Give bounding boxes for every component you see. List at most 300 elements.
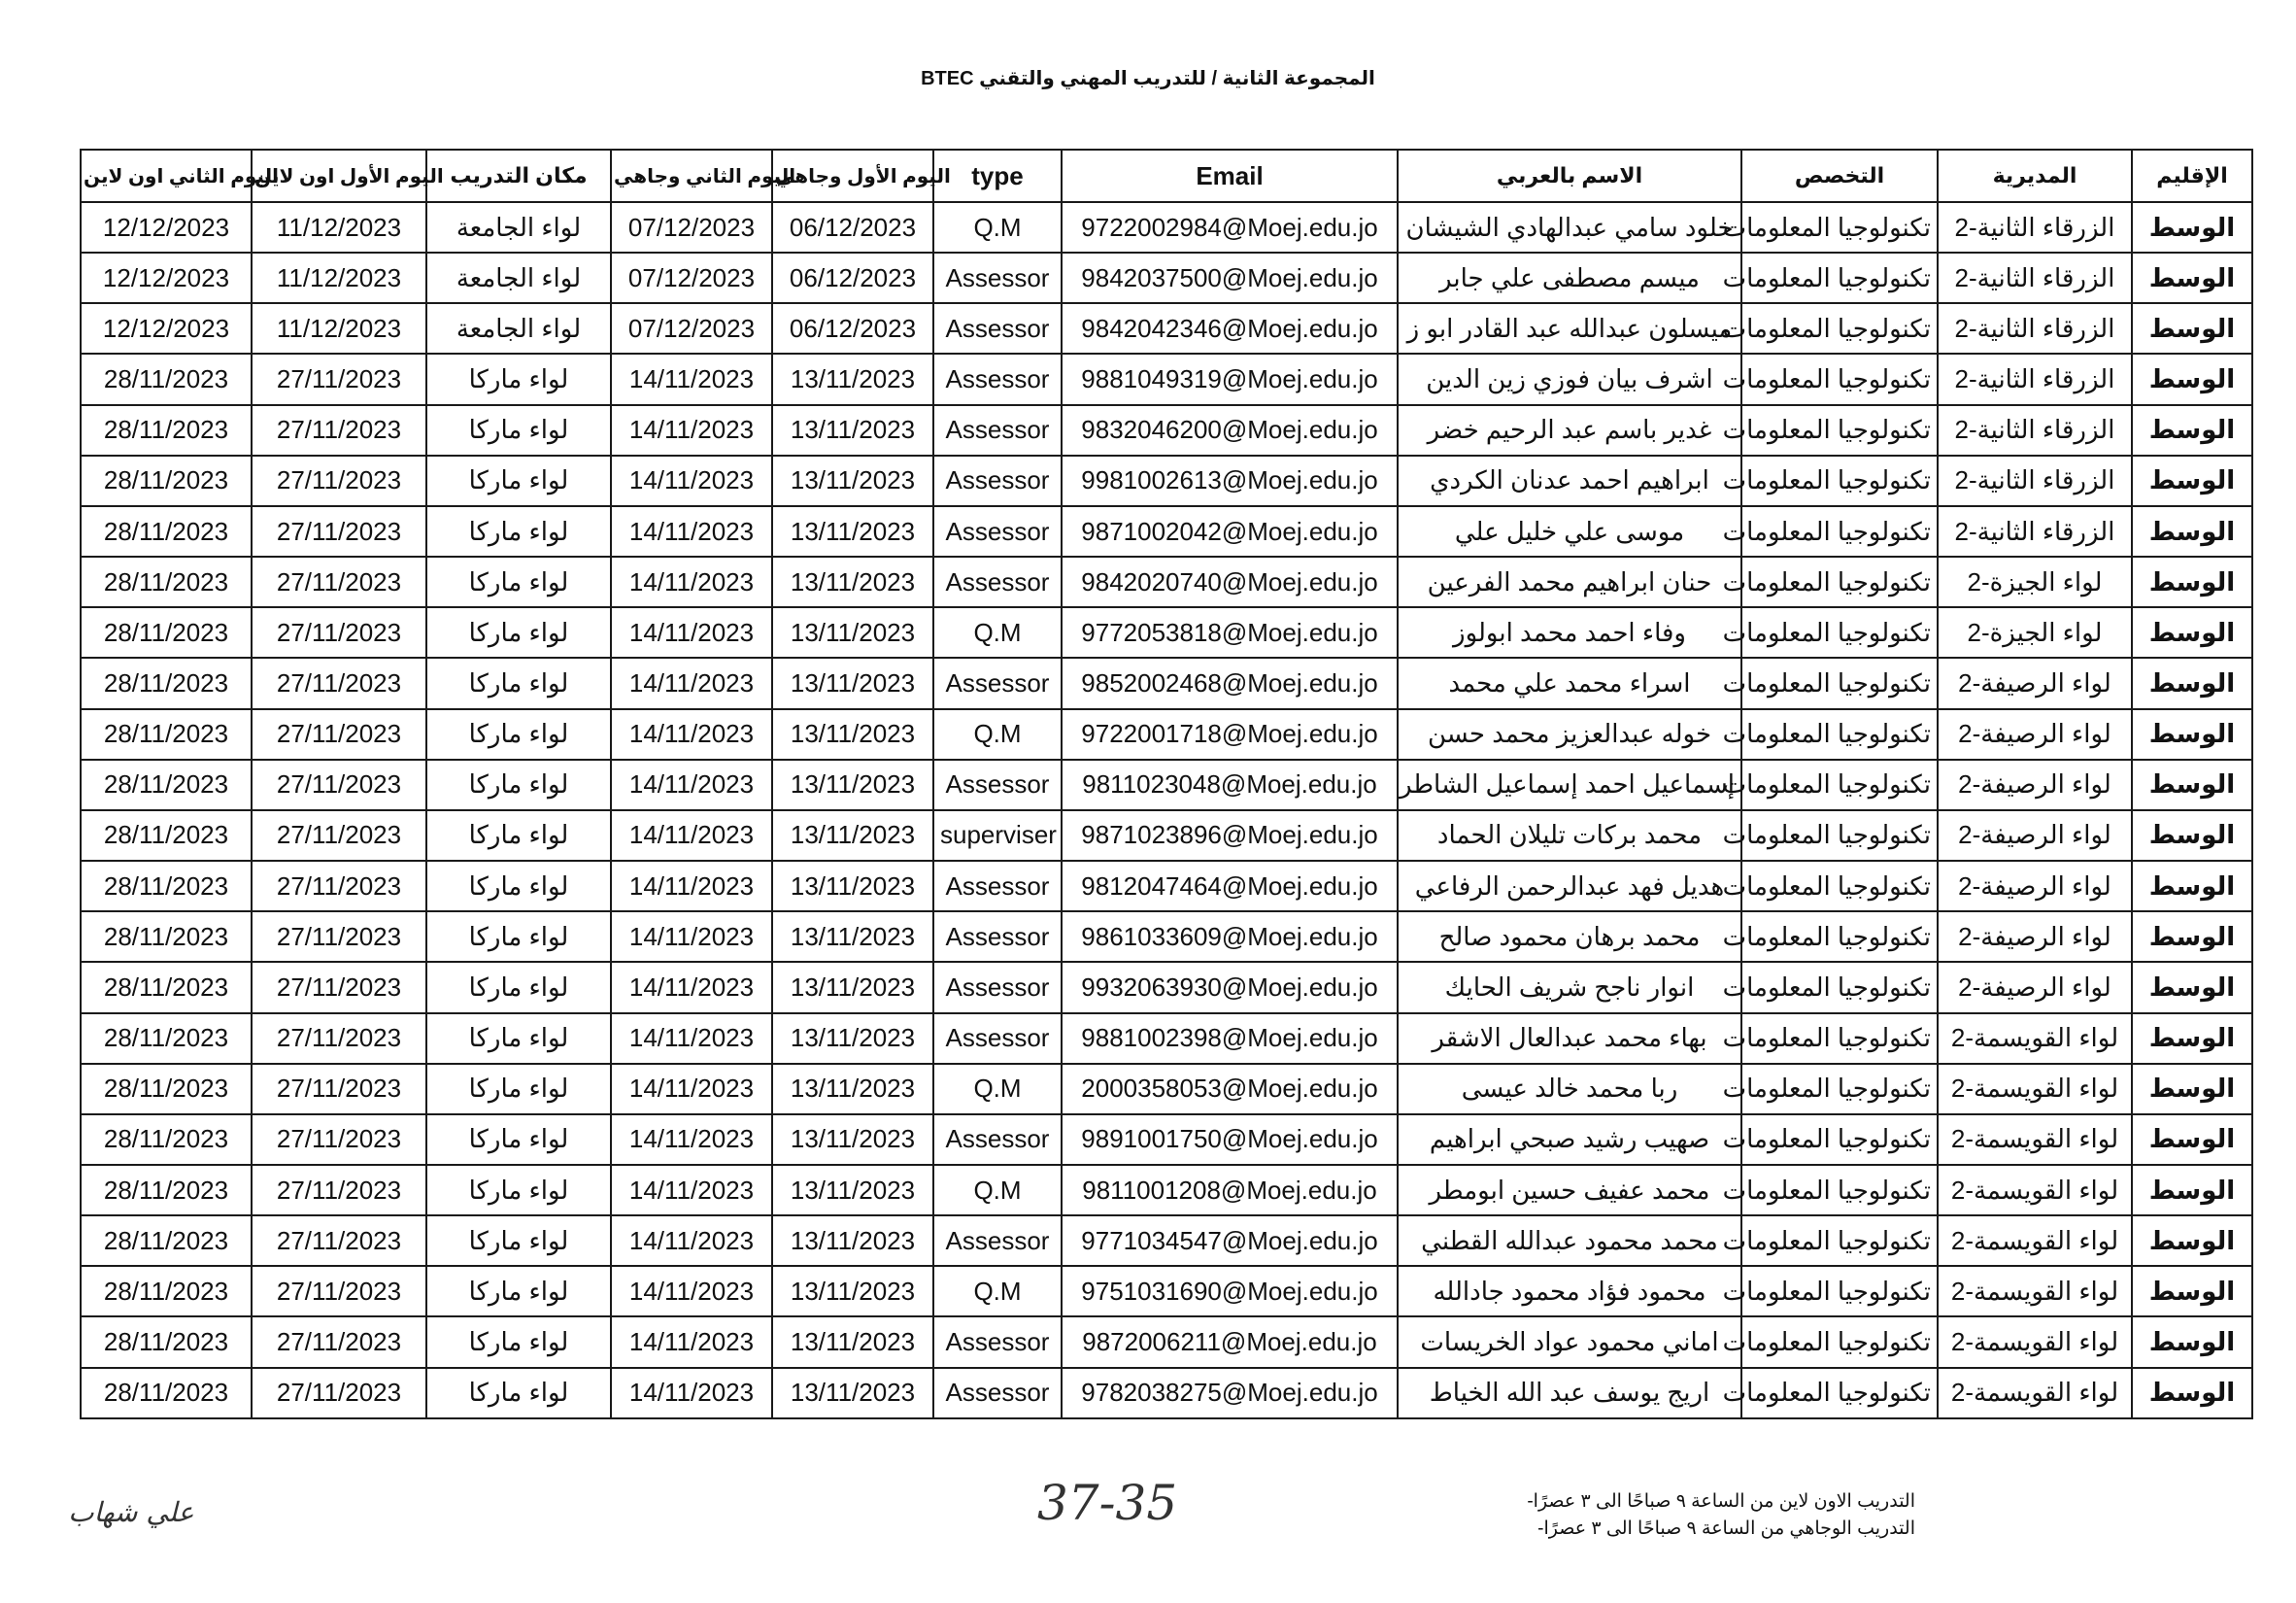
cell-directorate: لواء القويسمة-2 [1938, 1266, 2132, 1316]
cell-day2-inperson: 14/11/2023 [611, 354, 772, 404]
cell-specialization: تكنولوجيا المعلومات [1741, 607, 1938, 658]
cell-day2-inperson: 07/12/2023 [611, 202, 772, 253]
cell-day2-inperson: 14/11/2023 [611, 1114, 772, 1165]
cell-name: محمد محمود عبدالله القطني [1398, 1215, 1741, 1266]
cell-day1-online: 27/11/2023 [252, 962, 426, 1012]
table-row [81, 1165, 2252, 1215]
cell-email: 9751031690@Moej.edu.jo [1062, 1266, 1398, 1316]
cell-day1-online: 27/11/2023 [252, 607, 426, 658]
cell-location: لواء ماركا [426, 506, 611, 557]
cell-directorate: لواء القويسمة-2 [1938, 1013, 2132, 1064]
cell-directorate: لواء الرصيفة-2 [1938, 658, 2132, 708]
cell-day1-inperson: 13/11/2023 [772, 405, 933, 456]
cell-day1-inperson: 13/11/2023 [772, 1316, 933, 1367]
col-header-type: type [933, 150, 1062, 202]
cell-directorate: لواء القويسمة-2 [1938, 1368, 2132, 1418]
cell-location: لواء ماركا [426, 557, 611, 607]
cell-email: 9782038275@Moej.edu.jo [1062, 1368, 1398, 1418]
cell-directorate: لواء الرصيفة-2 [1938, 709, 2132, 760]
table-row [81, 202, 2252, 253]
cell-specialization: تكنولوجيا المعلومات [1741, 1316, 1938, 1367]
cell-specialization: تكنولوجيا المعلومات [1741, 456, 1938, 506]
cell-type: Q.M [933, 607, 1062, 658]
cell-location: لواء ماركا [426, 1215, 611, 1266]
cell-day1-online: 27/11/2023 [252, 810, 426, 861]
cell-day2-inperson: 14/11/2023 [611, 506, 772, 557]
cell-email: 9842037500@Moej.edu.jo [1062, 253, 1398, 303]
cell-region: الوسط [2132, 1316, 2252, 1367]
cell-day1-online: 27/11/2023 [252, 1266, 426, 1316]
cell-region: الوسط [2132, 1368, 2252, 1418]
page-title: المجموعة الثانية / للتدريب المهني والتقني BTEC [921, 68, 1375, 89]
cell-email: 2000358053@Moej.edu.jo [1062, 1064, 1398, 1114]
cell-type: Q.M [933, 1266, 1062, 1316]
cell-type: Q.M [933, 709, 1062, 760]
table-row [81, 760, 2252, 810]
col-header-directorate: المديرية [1938, 150, 2132, 202]
cell-day1-online: 27/11/2023 [252, 1368, 426, 1418]
cell-region: الوسط [2132, 962, 2252, 1012]
cell-day1-inperson: 13/11/2023 [772, 861, 933, 911]
cell-directorate: لواء الرصيفة-2 [1938, 760, 2132, 810]
cell-day1-inperson: 13/11/2023 [772, 911, 933, 962]
cell-specialization: تكنولوجيا المعلومات [1741, 354, 1938, 404]
cell-day2-inperson: 07/12/2023 [611, 303, 772, 354]
cell-region: الوسط [2132, 1215, 2252, 1266]
cell-name: محمد بركات تليلان الحماد [1398, 810, 1741, 861]
cell-region: الوسط [2132, 1266, 2252, 1316]
cell-day2-online: 28/11/2023 [81, 1316, 252, 1367]
cell-directorate: لواء القويسمة-2 [1938, 1316, 2132, 1367]
cell-day2-inperson: 14/11/2023 [611, 1013, 772, 1064]
cell-email: 9811001208@Moej.edu.jo [1062, 1165, 1398, 1215]
cell-day1-inperson: 13/11/2023 [772, 658, 933, 708]
cell-day1-inperson: 13/11/2023 [772, 1266, 933, 1316]
cell-specialization: تكنولوجيا المعلومات [1741, 709, 1938, 760]
cell-type: superviser [933, 810, 1062, 861]
cell-day1-online: 27/11/2023 [252, 405, 426, 456]
cell-name: خوله عبدالعزيز محمد حسن [1398, 709, 1741, 760]
cell-specialization: تكنولوجيا المعلومات [1741, 303, 1938, 354]
cell-region: الوسط [2132, 506, 2252, 557]
cell-specialization: تكنولوجيا المعلومات [1741, 760, 1938, 810]
cell-day2-online: 28/11/2023 [81, 1368, 252, 1418]
col-header-day1-online: اليوم الأول اون لاين [252, 150, 426, 202]
cell-name: هديل فهد عبدالرحمن الرفاعي [1398, 861, 1741, 911]
cell-region: الوسط [2132, 354, 2252, 404]
cell-type: Assessor [933, 354, 1062, 404]
cell-type: Assessor [933, 911, 1062, 962]
cell-day2-inperson: 14/11/2023 [611, 1316, 772, 1367]
cell-name: بهاء محمد عبدالعال الاشقر [1398, 1013, 1741, 1064]
cell-day2-online: 28/11/2023 [81, 506, 252, 557]
cell-day1-online: 27/11/2023 [252, 1064, 426, 1114]
cell-email: 9881049319@Moej.edu.jo [1062, 354, 1398, 404]
cell-day2-online: 28/11/2023 [81, 810, 252, 861]
cell-specialization: تكنولوجيا المعلومات [1741, 911, 1938, 962]
cell-directorate: لواء القويسمة-2 [1938, 1064, 2132, 1114]
cell-email: 9842042346@Moej.edu.jo [1062, 303, 1398, 354]
cell-day2-online: 12/12/2023 [81, 202, 252, 253]
cell-day2-online: 28/11/2023 [81, 911, 252, 962]
table-row [81, 1215, 2252, 1266]
cell-directorate: لواء الرصيفة-2 [1938, 861, 2132, 911]
cell-email: 9981002613@Moej.edu.jo [1062, 456, 1398, 506]
cell-location: لواء ماركا [426, 607, 611, 658]
table-row [81, 658, 2252, 708]
cell-region: الوسط [2132, 1064, 2252, 1114]
cell-day2-inperson: 14/11/2023 [611, 760, 772, 810]
col-header-day2-inperson: اليوم الثاني وجاهي [611, 150, 772, 202]
cell-location: لواء ماركا [426, 962, 611, 1012]
cell-day1-inperson: 13/11/2023 [772, 962, 933, 1012]
cell-day1-inperson: 13/11/2023 [772, 810, 933, 861]
cell-day1-inperson: 06/12/2023 [772, 253, 933, 303]
cell-day1-inperson: 06/12/2023 [772, 303, 933, 354]
cell-specialization: تكنولوجيا المعلومات [1741, 557, 1938, 607]
cell-day2-online: 28/11/2023 [81, 1114, 252, 1165]
table-row [81, 962, 2252, 1012]
cell-day2-inperson: 14/11/2023 [611, 557, 772, 607]
cell-day2-online: 28/11/2023 [81, 557, 252, 607]
cell-day2-online: 28/11/2023 [81, 607, 252, 658]
table-row [81, 506, 2252, 557]
table-row [81, 456, 2252, 506]
cell-specialization: تكنولوجيا المعلومات [1741, 658, 1938, 708]
cell-day2-inperson: 14/11/2023 [611, 1368, 772, 1418]
cell-location: لواء ماركا [426, 760, 611, 810]
cell-email: 9871002042@Moej.edu.jo [1062, 506, 1398, 557]
cell-day2-online: 28/11/2023 [81, 760, 252, 810]
cell-directorate: الزرقاء الثانية-2 [1938, 202, 2132, 253]
cell-specialization: تكنولوجيا المعلومات [1741, 1114, 1938, 1165]
cell-specialization: تكنولوجيا المعلومات [1741, 962, 1938, 1012]
cell-day1-inperson: 13/11/2023 [772, 456, 933, 506]
cell-directorate: لواء القويسمة-2 [1938, 1165, 2132, 1215]
cell-region: الوسط [2132, 557, 2252, 607]
cell-day2-inperson: 14/11/2023 [611, 1165, 772, 1215]
online-training-note: التدريب الاون لاين من الساعة ٩ صباحًا الى ٣ عصرًا- [1527, 1491, 1915, 1512]
cell-day2-online: 28/11/2023 [81, 1013, 252, 1064]
cell-day2-online: 28/11/2023 [81, 456, 252, 506]
cell-name: إسماعيل احمد إسماعيل الشاطر [1398, 760, 1741, 810]
cell-email: 9772053818@Moej.edu.jo [1062, 607, 1398, 658]
cell-specialization: تكنولوجيا المعلومات [1741, 405, 1938, 456]
cell-day1-online: 27/11/2023 [252, 506, 426, 557]
cell-day1-inperson: 13/11/2023 [772, 1165, 933, 1215]
cell-directorate: الزرقاء الثانية-2 [1938, 354, 2132, 404]
cell-name: اريج يوسف عبد الله الخياط [1398, 1368, 1741, 1418]
cell-email: 9811023048@Moej.edu.jo [1062, 760, 1398, 810]
cell-directorate: الزرقاء الثانية-2 [1938, 303, 2132, 354]
cell-day2-inperson: 14/11/2023 [611, 405, 772, 456]
cell-day2-online: 28/11/2023 [81, 658, 252, 708]
cell-type: Assessor [933, 253, 1062, 303]
cell-name: محمد عفيف حسين ابومطر [1398, 1165, 1741, 1215]
cell-directorate: لواء الرصيفة-2 [1938, 810, 2132, 861]
cell-day1-inperson: 13/11/2023 [772, 557, 933, 607]
cell-day2-online: 12/12/2023 [81, 303, 252, 354]
cell-day2-inperson: 14/11/2023 [611, 861, 772, 911]
cell-email: 9812047464@Moej.edu.jo [1062, 861, 1398, 911]
cell-location: لواء ماركا [426, 1266, 611, 1316]
cell-day1-online: 11/12/2023 [252, 202, 426, 253]
cell-directorate: الزرقاء الثانية-2 [1938, 253, 2132, 303]
cell-location: لواء ماركا [426, 354, 611, 404]
cell-type: Assessor [933, 962, 1062, 1012]
cell-name: اماني محمود عواد الخريسات [1398, 1316, 1741, 1367]
cell-specialization: تكنولوجيا المعلومات [1741, 506, 1938, 557]
table-row [81, 810, 2252, 861]
cell-name: انوار ناجح شريف الحايك [1398, 962, 1741, 1012]
cell-day1-online: 27/11/2023 [252, 1013, 426, 1064]
cell-day2-online: 28/11/2023 [81, 405, 252, 456]
cell-day1-online: 27/11/2023 [252, 456, 426, 506]
cell-region: الوسط [2132, 607, 2252, 658]
cell-directorate: الزرقاء الثانية-2 [1938, 506, 2132, 557]
cell-specialization: تكنولوجيا المعلومات [1741, 1064, 1938, 1114]
cell-name: خلود سامي عبدالهادي الشيشان [1398, 202, 1741, 253]
cell-location: لواء ماركا [426, 1368, 611, 1418]
cell-location: لواء ماركا [426, 810, 611, 861]
cell-name: اسراء محمد علي محمد [1398, 658, 1741, 708]
cell-day2-online: 28/11/2023 [81, 1215, 252, 1266]
table-row [81, 557, 2252, 607]
cell-specialization: تكنولوجيا المعلومات [1741, 810, 1938, 861]
cell-name: اشرف بيان فوزي زين الدين [1398, 354, 1741, 404]
cell-email: 9871023896@Moej.edu.jo [1062, 810, 1398, 861]
cell-region: الوسط [2132, 658, 2252, 708]
cell-region: الوسط [2132, 1114, 2252, 1165]
cell-location: لواء ماركا [426, 709, 611, 760]
col-header-specialization: التخصص [1741, 150, 1938, 202]
cell-region: الوسط [2132, 405, 2252, 456]
cell-day2-online: 28/11/2023 [81, 1064, 252, 1114]
cell-specialization: تكنولوجيا المعلومات [1741, 253, 1938, 303]
cell-email: 9852002468@Moej.edu.jo [1062, 658, 1398, 708]
cell-location: لواء الجامعة [426, 202, 611, 253]
cell-directorate: لواء القويسمة-2 [1938, 1114, 2132, 1165]
cell-day2-inperson: 14/11/2023 [611, 1064, 772, 1114]
handwritten-signature: علي شهاب [68, 1496, 194, 1528]
table-row [81, 1266, 2252, 1316]
cell-location: لواء ماركا [426, 1013, 611, 1064]
cell-specialization: تكنولوجيا المعلومات [1741, 1368, 1938, 1418]
table-row [81, 405, 2252, 456]
cell-location: لواء ماركا [426, 1064, 611, 1114]
table-row [81, 253, 2252, 303]
cell-directorate: الزرقاء الثانية-2 [1938, 456, 2132, 506]
cell-location: لواء ماركا [426, 456, 611, 506]
cell-type: Assessor [933, 456, 1062, 506]
cell-type: Assessor [933, 861, 1062, 911]
cell-name: ميسم مصطفى علي جابر [1398, 253, 1741, 303]
cell-directorate: لواء الجيزة-2 [1938, 607, 2132, 658]
cell-day1-online: 11/12/2023 [252, 303, 426, 354]
cell-day1-inperson: 13/11/2023 [772, 1215, 933, 1266]
cell-region: الوسط [2132, 253, 2252, 303]
table-row [81, 1013, 2252, 1064]
cell-day2-inperson: 14/11/2023 [611, 1266, 772, 1316]
cell-type: Assessor [933, 1215, 1062, 1266]
cell-day1-inperson: 06/12/2023 [772, 202, 933, 253]
cell-email: 9881002398@Moej.edu.jo [1062, 1013, 1398, 1064]
table-row [81, 1114, 2252, 1165]
cell-specialization: تكنولوجيا المعلومات [1741, 1165, 1938, 1215]
col-header-day2-online: اليوم الثاني اون لاين [81, 150, 252, 202]
cell-email: 9842020740@Moej.edu.jo [1062, 557, 1398, 607]
cell-day1-online: 27/11/2023 [252, 658, 426, 708]
cell-name: موسى علي خليل علي [1398, 506, 1741, 557]
cell-day1-inperson: 13/11/2023 [772, 1368, 933, 1418]
cell-day2-online: 28/11/2023 [81, 861, 252, 911]
cell-location: لواء ماركا [426, 658, 611, 708]
cell-name: محمد برهان محمود صالح [1398, 911, 1741, 962]
cell-name: حنان ابراهيم محمد الفرعين [1398, 557, 1741, 607]
table-row [81, 1064, 2252, 1114]
cell-type: Assessor [933, 1114, 1062, 1165]
cell-directorate: لواء الجيزة-2 [1938, 557, 2132, 607]
cell-type: Assessor [933, 658, 1062, 708]
cell-day1-online: 27/11/2023 [252, 760, 426, 810]
cell-location: لواء ماركا [426, 1165, 611, 1215]
cell-day1-online: 27/11/2023 [252, 354, 426, 404]
cell-type: Assessor [933, 405, 1062, 456]
cell-location: لواء ماركا [426, 861, 611, 911]
table-row [81, 303, 2252, 354]
cell-region: الوسط [2132, 911, 2252, 962]
col-header-region: الإقليم [2132, 150, 2252, 202]
cell-type: Assessor [933, 506, 1062, 557]
page-range-handwritten: 37-35 [1037, 1475, 1178, 1531]
cell-location: لواء الجامعة [426, 303, 611, 354]
table-row [81, 861, 2252, 911]
cell-day2-inperson: 14/11/2023 [611, 1215, 772, 1266]
cell-specialization: تكنولوجيا المعلومات [1741, 861, 1938, 911]
cell-day2-inperson: 14/11/2023 [611, 456, 772, 506]
inperson-training-note: التدريب الوجاهي من الساعة ٩ صباحًا الى ٣ عصرًا- [1537, 1518, 1915, 1539]
cell-day2-inperson: 14/11/2023 [611, 658, 772, 708]
cell-region: الوسط [2132, 1013, 2252, 1064]
cell-type: Assessor [933, 1368, 1062, 1418]
cell-location: لواء ماركا [426, 1316, 611, 1367]
cell-day2-inperson: 14/11/2023 [611, 709, 772, 760]
cell-specialization: تكنولوجيا المعلومات [1741, 1013, 1938, 1064]
cell-name: ابراهيم احمد عدنان الكردي [1398, 456, 1741, 506]
cell-day1-inperson: 13/11/2023 [772, 1114, 933, 1165]
cell-type: Assessor [933, 557, 1062, 607]
cell-email: 9722001718@Moej.edu.jo [1062, 709, 1398, 760]
cell-email: 9771034547@Moej.edu.jo [1062, 1215, 1398, 1266]
cell-region: الوسط [2132, 456, 2252, 506]
cell-day1-online: 27/11/2023 [252, 709, 426, 760]
col-header-location: مكان التدريب [426, 150, 611, 202]
cell-day1-online: 27/11/2023 [252, 1316, 426, 1367]
cell-day2-online: 28/11/2023 [81, 1165, 252, 1215]
cell-day1-inperson: 13/11/2023 [772, 1064, 933, 1114]
cell-day2-online: 28/11/2023 [81, 354, 252, 404]
cell-type: Q.M [933, 1064, 1062, 1114]
cell-region: الوسط [2132, 810, 2252, 861]
cell-location: لواء ماركا [426, 911, 611, 962]
cell-day1-inperson: 13/11/2023 [772, 607, 933, 658]
cell-email: 9891001750@Moej.edu.jo [1062, 1114, 1398, 1165]
col-header-name: الاسم بالعربي [1398, 150, 1741, 202]
table-row [81, 354, 2252, 404]
trainees-table [80, 149, 2253, 1419]
cell-directorate: لواء الرصيفة-2 [1938, 962, 2132, 1012]
cell-specialization: تكنولوجيا المعلومات [1741, 202, 1938, 253]
cell-day2-inperson: 14/11/2023 [611, 911, 772, 962]
cell-day1-online: 27/11/2023 [252, 911, 426, 962]
cell-day2-inperson: 14/11/2023 [611, 962, 772, 1012]
cell-day1-inperson: 13/11/2023 [772, 709, 933, 760]
cell-day1-online: 27/11/2023 [252, 1215, 426, 1266]
cell-email: 9832046200@Moej.edu.jo [1062, 405, 1398, 456]
cell-type: Assessor [933, 760, 1062, 810]
table-row [81, 911, 2252, 962]
cell-region: الوسط [2132, 709, 2252, 760]
cell-email: 9932063930@Moej.edu.jo [1062, 962, 1398, 1012]
cell-day2-online: 12/12/2023 [81, 253, 252, 303]
col-header-email: Email [1062, 150, 1398, 202]
cell-name: ميسلون عبدالله عبد القادر ابو ز [1398, 303, 1741, 354]
cell-location: لواء ماركا [426, 405, 611, 456]
cell-day1-online: 27/11/2023 [252, 557, 426, 607]
cell-day1-online: 11/12/2023 [252, 253, 426, 303]
cell-specialization: تكنولوجيا المعلومات [1741, 1266, 1938, 1316]
table-header-row [81, 150, 2252, 202]
cell-name: وفاء احمد محمد ابولوز [1398, 607, 1741, 658]
cell-directorate: لواء القويسمة-2 [1938, 1215, 2132, 1266]
cell-name: صهيب رشيد صبحي ابراهيم [1398, 1114, 1741, 1165]
cell-directorate: الزرقاء الثانية-2 [1938, 405, 2132, 456]
cell-type: Assessor [933, 303, 1062, 354]
cell-location: لواء الجامعة [426, 253, 611, 303]
cell-day1-inperson: 13/11/2023 [772, 354, 933, 404]
cell-name: محمود فؤاد محمود جادالله [1398, 1266, 1741, 1316]
cell-day1-online: 27/11/2023 [252, 861, 426, 911]
table-row [81, 709, 2252, 760]
cell-directorate: لواء الرصيفة-2 [1938, 911, 2132, 962]
cell-type: Assessor [933, 1013, 1062, 1064]
cell-day2-inperson: 14/11/2023 [611, 810, 772, 861]
cell-day1-online: 27/11/2023 [252, 1165, 426, 1215]
cell-name: غدير باسم عبد الرحيم خضر [1398, 405, 1741, 456]
cell-day2-inperson: 07/12/2023 [611, 253, 772, 303]
cell-region: الوسط [2132, 303, 2252, 354]
cell-day1-online: 27/11/2023 [252, 1114, 426, 1165]
cell-region: الوسط [2132, 1165, 2252, 1215]
cell-type: Assessor [933, 1316, 1062, 1367]
cell-email: 9722002984@Moej.edu.jo [1062, 202, 1398, 253]
cell-region: الوسط [2132, 760, 2252, 810]
cell-type: Q.M [933, 1165, 1062, 1215]
cell-day2-online: 28/11/2023 [81, 962, 252, 1012]
table-row [81, 1316, 2252, 1367]
cell-day2-inperson: 14/11/2023 [611, 607, 772, 658]
cell-specialization: تكنولوجيا المعلومات [1741, 1215, 1938, 1266]
cell-type: Q.M [933, 202, 1062, 253]
cell-day2-online: 28/11/2023 [81, 1266, 252, 1316]
cell-day1-inperson: 13/11/2023 [772, 506, 933, 557]
table-row [81, 1368, 2252, 1418]
cell-region: الوسط [2132, 202, 2252, 253]
cell-day2-online: 28/11/2023 [81, 709, 252, 760]
cell-email: 9861033609@Moej.edu.jo [1062, 911, 1398, 962]
cell-email: 9872006211@Moej.edu.jo [1062, 1316, 1398, 1367]
table-body [81, 202, 2252, 1418]
